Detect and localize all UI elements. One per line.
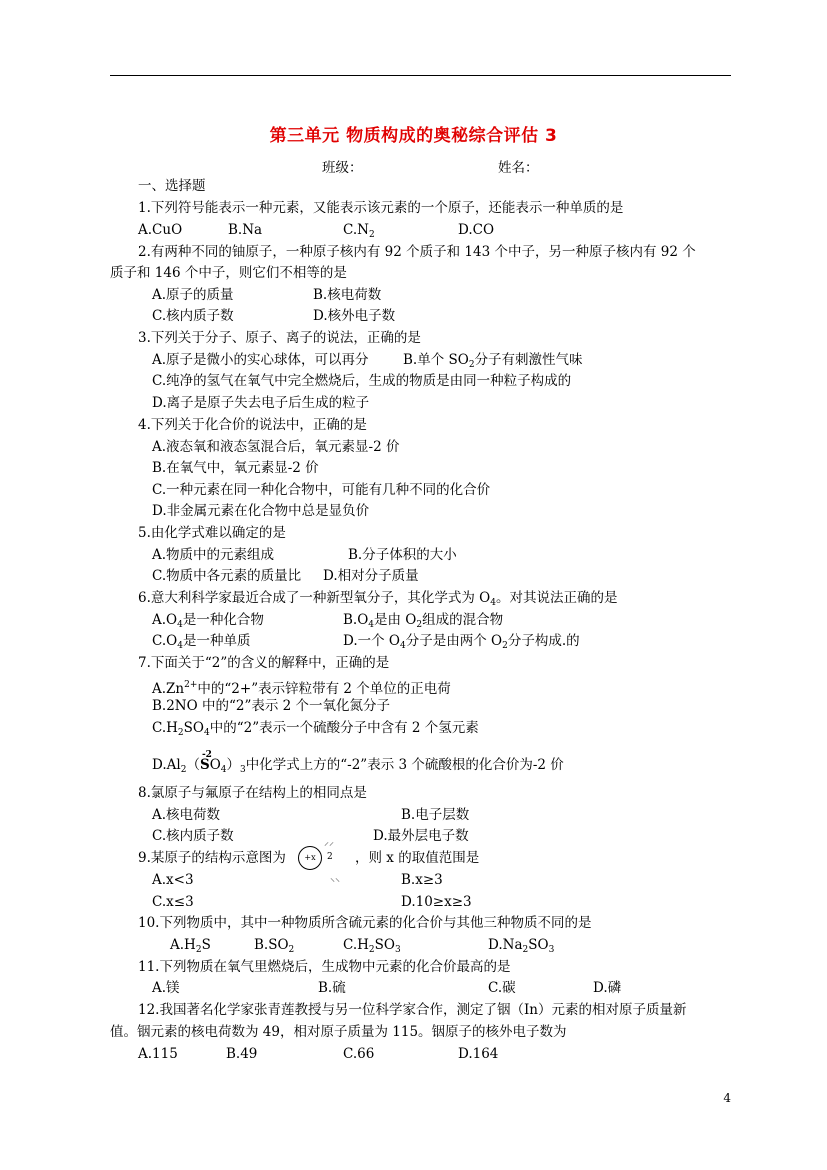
question-4-option-a: A.液态氧和液态氢混合后，氧元素显-2 价 (152, 439, 400, 455)
question-5-option-d: D.相对分子质量 (323, 568, 419, 584)
question-9-stem-end: ，则 x 的取值范围是 (355, 850, 480, 866)
question-10-option-c: $C.H_2SO_3$ (343, 937, 401, 955)
question-4-option-c: C.一种元素在同一种化合物中，可能有几种不同的化合价 (152, 482, 491, 498)
question-2-option-c: C.核内质子数 (152, 308, 234, 324)
sulfate-charge-label: -2 (201, 750, 212, 760)
question-7-option-c: $C.H_2SO_4$中的“2”表示一个硫酸分子中含有 2 个氢元素 (152, 720, 479, 738)
question-12-option-a: A.115 (138, 1046, 178, 1062)
question-7-stem: 7.下面关于“2”的含义的解释中，正确的是 (138, 655, 390, 671)
question-1-option-d: D.CO (458, 222, 495, 238)
question-9-option-b: B.x≥3 (401, 872, 443, 888)
question-2-stem-line-1: 2.有两种不同的铀原子，一种原子核内有 92 个质子和 143 个中子，另一种原子核内有 92 个 (138, 244, 696, 260)
question-5-option-a: A.物质中的元素组成 (152, 547, 275, 563)
question-12-stem-line-2: 值。铟元素的核电荷数为 49，相对原子质量为 115。铟原子的核外电子数为 (110, 1024, 567, 1040)
question-12-option-d: D.164 (458, 1046, 499, 1062)
question-2-option-b: B.核电荷数 (313, 287, 382, 303)
question-6-option-a: $A.O_4$是一种化合物 (152, 612, 264, 630)
question-8-stem: 8.氯原子与氟原子在结构上的相同点是 (138, 785, 367, 801)
class-label: 班级： (322, 160, 363, 176)
question-11-option-b: B.硫 (318, 980, 346, 996)
question-7-option-d: $D.Al_2$（ -2 $SO_4)_3$中化学式上方的“-2”表示 3 个硫酸根的化合价为-2 价 (152, 755, 564, 780)
question-9-option-d: D.10≥x≥3 (401, 894, 472, 910)
question-6-option-d: D.一个 $O_4$分子是由两个 $O_2$分子构成.的 (343, 633, 580, 651)
question-2-option-d: D.核外电子数 (313, 308, 396, 324)
question-11-option-a: A.镁 (152, 980, 180, 996)
question-3-option-d: D.离子是原子失去电子后生成的粒子 (152, 395, 370, 411)
question-9-option-c: C.x≤3 (152, 894, 194, 910)
header-rule (110, 75, 731, 76)
name-label: 姓名： (498, 160, 539, 176)
question-8-option-c: C.核内质子数 (152, 828, 234, 844)
question-1-option-a: A.CuO (138, 222, 183, 238)
question-4-option-d: D.非金属元素在化合物中总是显负价 (152, 503, 370, 519)
question-8-option-a: A.核电荷数 (152, 807, 221, 823)
question-12-stem-line-1: 12.我国著名化学家张青莲教授与另一位科学家合作，测定了铟（In）元素的相对原子质量新 (138, 1002, 687, 1018)
question-1-option-b: B.Na (228, 222, 263, 238)
question-12-option-b: B.49 (226, 1046, 258, 1062)
question-11-option-c: C.碳 (488, 980, 516, 996)
question-11-option-d: D.磷 (593, 980, 622, 996)
question-8-option-b: B.电子层数 (401, 807, 470, 823)
atom-nucleus-icon: +x (298, 846, 322, 870)
question-1-option-c: $C.N_2$ (343, 222, 375, 240)
question-7-option-b: B.2NO 中的“2”表示 2 个一氧化氮分子 (152, 698, 391, 714)
question-8-option-d: D.最外层电子数 (373, 828, 469, 844)
electron-shell-arc-icon: ⸝⸝ (324, 837, 334, 848)
page-title: 第三单元 物质构成的奥秘综合评估 3 (269, 126, 558, 146)
question-6-option-b: $B.O_4$是由 $O_2$组成的混合物 (343, 612, 504, 630)
question-10-stem: 10.下列物质中，其中一种物质所含硫元素的化合价与其他三种物质不同的是 (138, 915, 592, 931)
question-4-stem: 4.下列关于化合价的说法中，正确的是 (138, 417, 367, 433)
page-number: 4 (723, 1091, 731, 1105)
question-1-stem: 1.下列符号能表示一种元素，又能表示该元素的一个原子，还能表示一种单质的是 (138, 200, 624, 216)
question-3-option-b: B.单个 $SO_2$分子有刺激性气味 (403, 352, 583, 370)
question-11-stem: 11.下列物质在氧气里燃烧后，生成物中元素的化合价最高的是 (138, 959, 511, 975)
question-10-option-a: $A.H_2S$ (170, 937, 211, 955)
question-2-option-a: A.原子的质量 (152, 287, 234, 303)
question-3-stem: 3.下列关于分子、原子、离子的说法，正确的是 (138, 330, 421, 346)
question-12-option-c: C.66 (343, 1046, 375, 1062)
question-6-option-c: $C.O_4$是一种单质 (152, 633, 251, 651)
question-5-stem: 5.由化学式难以确定的是 (138, 525, 286, 541)
section-heading: 一、选择题 (138, 178, 206, 194)
electron-shell-arc-lower-icon: ⸜⸜ (330, 873, 340, 884)
question-4-option-b: B.在氧气中，氧元素显-2 价 (152, 460, 319, 476)
question-10-option-d: $D.Na_2SO_3$ (488, 937, 555, 955)
question-5-option-c: C.物质中各元素的质量比 (152, 568, 302, 584)
question-6-stem: 6.意大利科学家最近合成了一种新型氧分子，其化学式为 $O_4$。对其说法正确的是 (138, 590, 618, 608)
question-10-option-b: $B.SO_2$ (254, 937, 295, 955)
electron-count-label: 2 (327, 852, 333, 862)
question-5-option-b: B.分子体积的大小 (348, 547, 457, 563)
question-9-option-a: A.x<3 (152, 872, 194, 888)
question-7-option-a: $A.Zn^{2+}$中的“2+”表示锌粒带有 2 个单位的正电荷 (152, 680, 451, 697)
question-2-stem-line-2: 质子和 146 个中子，则它们不相等的是 (110, 265, 347, 281)
question-3-option-c: C.纯净的氢气在氧气中完全燃烧后，生成的物质是由同一种粒子构成的 (152, 373, 572, 389)
question-9-stem-start: 9.某原子的结构示意图为 (138, 850, 286, 866)
question-3-option-a: A.原子是微小的实心球体，可以再分 (152, 352, 369, 368)
